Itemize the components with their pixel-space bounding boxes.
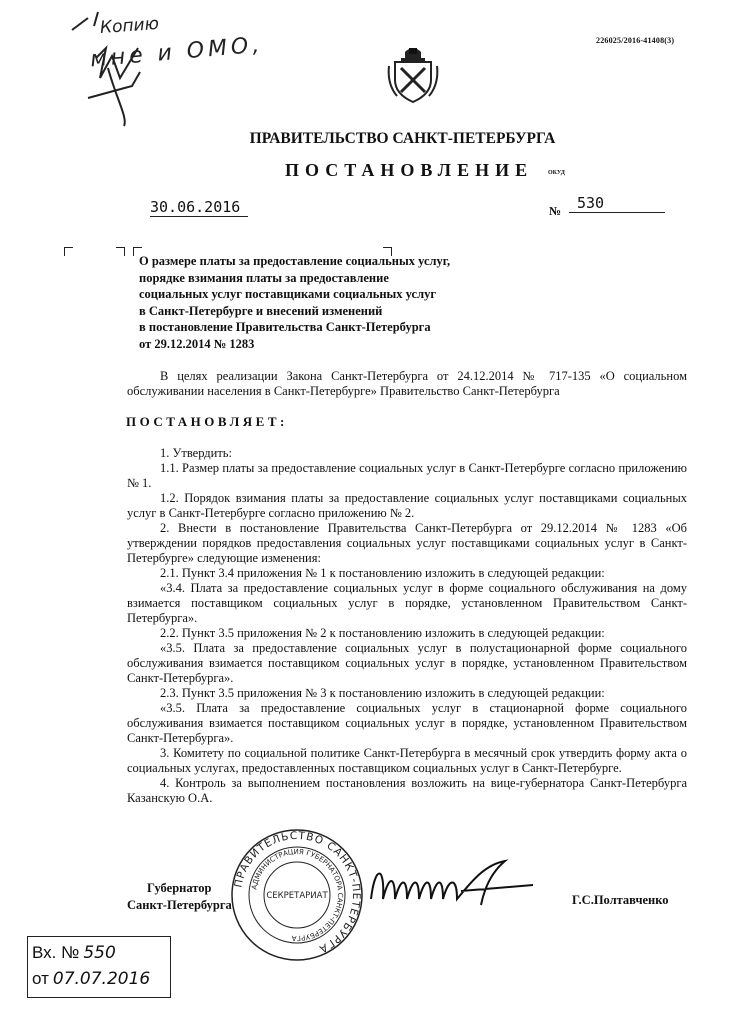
paragraph: 3. Комитету по социальной политике Санкт-Петербурга в месячный срок утвердить форму акта о социальных услугах, предоставленных поставщиком социальных услуг в Санкт-Петербурге. (127, 746, 687, 775)
incoming-registration-stamp (27, 936, 171, 998)
paragraph: «3.5. Плата за предоставление социальных услуг в стационарной форме социального обслуживания взимается поставщиком социальных услуг в порядке, установленном Правительством Санкт-Петербурга». (127, 701, 687, 745)
number-label: № (549, 204, 562, 218)
subject-corner-mark (116, 247, 125, 256)
signatory-title-line1: Губернатор (147, 881, 212, 895)
paragraph: 1. Утвердить: (160, 446, 232, 460)
paragraph: 4. Контроль за выполнением постановления возложить на вице-губернатора Санкт-Петербурга Казанскую О.А. (127, 776, 687, 805)
incoming-number-value: 550 (83, 943, 116, 963)
subject-line: О размере платы за предоставление социальных услуг, (139, 254, 451, 268)
paragraph: 1.2. Порядок взимания платы за предоставление социальных услуг поставщиками социальных услуг в Санкт-Петербурге согласно приложению № 2. (127, 491, 687, 520)
paragraph: «3.5. Плата за предоставление социальных услуг в полустационарной форме социального обслуживания взимается поставщиком социальных услуг в порядке, установленном Правительством Санкт-Петербурга». (127, 641, 687, 685)
preamble (127, 369, 687, 399)
seal-inner-text: АДМИНИСТРАЦИЯ ГУБЕРНАТОРА САНКТ-ПЕТЕРБУРГА (250, 847, 345, 943)
incoming-date-value: 07.07.2016 (52, 969, 151, 989)
resolves-heading: ПОСТАНОВЛЯЕТ: (126, 414, 288, 429)
paragraph: 2.1. Пункт 3.4 приложения № 1 к постановлению изложить в следующей редакции: (160, 566, 605, 580)
document-registration-number: 226025/2016-41408(3) (596, 36, 675, 45)
coat-of-arms-icon (387, 44, 439, 106)
seal-icon (230, 828, 364, 962)
document-date: 30.06.2016 (150, 198, 248, 217)
signatory-title-line2: Санкт-Петербурга (127, 898, 232, 912)
subject-line: социальных услуг поставщиками социальных услуг (139, 287, 437, 302)
incoming-date-label: от (32, 969, 49, 988)
seal-center-text: СЕКРЕТАРИАТ (266, 891, 328, 901)
resolution-body (127, 446, 687, 806)
signatory-title (127, 880, 232, 914)
subject-line: в Санкт-Петербурге и внесений изменений (139, 303, 383, 318)
paragraph: 2. Внести в постановление Правительства Санкт-Петербурга от 29.12.2014 № 1283 «Об утверждении порядков предоставления социальных услуг поставщиками социальных услуг в Санкт-Петербурге» следующие изменения: (127, 521, 687, 565)
document-type-title: ПОСТАНОВЛЕНИЕ (285, 160, 534, 180)
document-subject (139, 253, 450, 353)
okud-label: ОКУД (548, 170, 565, 176)
paragraph: «3.4. Плата за предоставление социальных услуг в форме социального обслуживания на дому взимается поставщиком социальных услуг в порядке, установленном Правительством Санкт-Петербурга». (127, 581, 687, 625)
paragraph: 2.2. Пункт 3.5 приложения № 2 к постановлению изложить в следующей редакции: (160, 626, 605, 640)
handwritten-note-line1: Копию (99, 13, 160, 39)
preamble-text: В целях реализации Закона Санкт-Петербурга от 24.12.2014 № 717-135 «О социальном обслуживании населения в Санкт-Петербурге» Правительство Санкт-Петербурга (127, 369, 687, 398)
subject-line: от 29.12.2014 № 1283 (139, 336, 255, 351)
signatory-name: Г.С.Полтавченко (572, 893, 669, 907)
handwritten-note-line2: мне и ОМО, (89, 32, 265, 73)
handwritten-resolution-scribble-icon (68, 8, 168, 128)
subject-line: в постановление Правительства Санкт-Петербурга (139, 320, 431, 335)
document-number: 530 (569, 194, 665, 213)
subject-line: порядке взимания платы за предоставление (139, 270, 389, 285)
incoming-number-label: Вх. № (32, 943, 80, 962)
paragraph: 2.3. Пункт 3.5 приложения № 3 к постановлению изложить в следующей редакции: (160, 686, 605, 700)
seal-outer-text: ПРАВИТЕЛЬСТВО САНКТ-ПЕТЕРБУРГА (232, 829, 363, 956)
signature-icon (365, 855, 535, 915)
subject-corner-mark (64, 247, 73, 256)
paragraph: 1.1. Размер платы за предоставление социальных услуг в Санкт-Петербурге согласно приложению № 1. (127, 461, 687, 490)
issuing-authority: ПРАВИТЕЛЬСТВО САНКТ-ПЕТЕРБУРГА (249, 130, 556, 147)
